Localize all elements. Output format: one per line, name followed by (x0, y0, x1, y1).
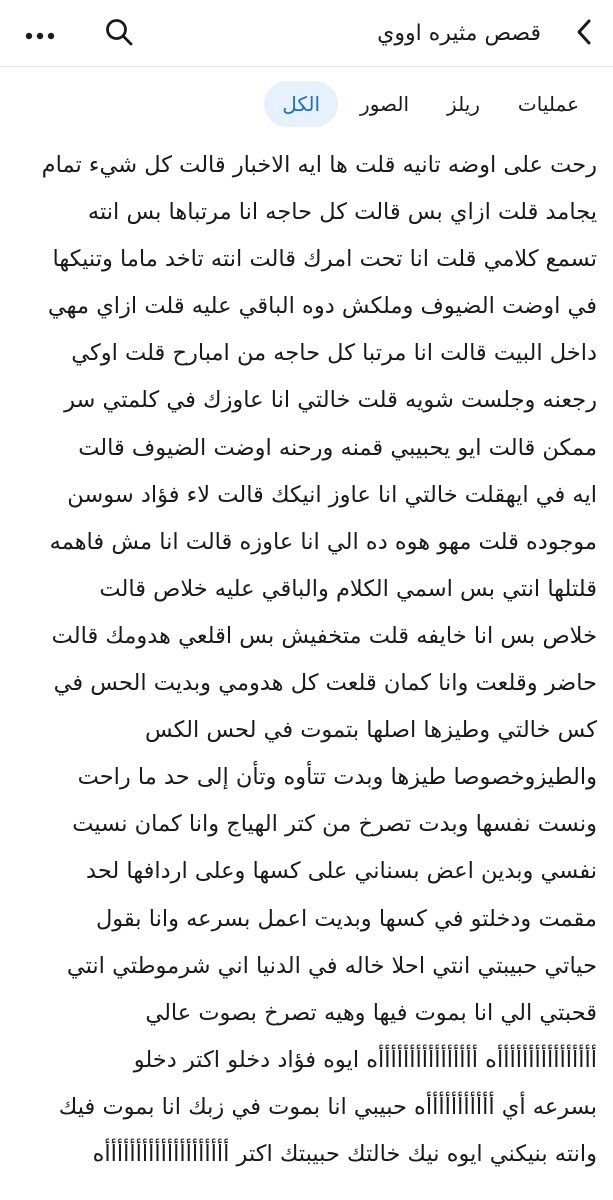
post-text-line: مقمت ودخلتو في كسها وبديت اعمل بسرعه وانا بقول (95, 905, 597, 932)
post-text-line: أأأأأأأأأأأأأأأأه أأأأأأأأأأأأأأأأه ايوه فؤاد دخلو اكتر دخلو (133, 1046, 597, 1073)
post-text-line: داخل البيت قالت انا مرتبا كل حاجه من امبارح قلت اوكي (71, 340, 597, 367)
top-bar (0, 0, 613, 67)
tab-reels[interactable]: ريلز (447, 92, 480, 116)
post-text-line: والطيزوخصوصا طيزها وبدت تتأوه وتأن إلى حد ما راحت (77, 764, 597, 791)
post-text-line: ونست نفسها وبدت تصرخ من كتر الهياج وانا كمان نسيت (72, 811, 597, 838)
post-text-line: وانته بنيكني ايوه نيك خالتك حبيبتك اكتر أأأأأأأأأأأأأأأأأأأأه (92, 1140, 597, 1167)
tab-all[interactable]: الكل (264, 81, 338, 127)
post-text-line: نفسي وبدين اعض بسناني على كسها وعلى اردافها لحد (86, 858, 597, 885)
filter-tabs (264, 78, 595, 130)
tab-photos[interactable]: الصور (360, 92, 410, 116)
more-options-button[interactable] (24, 22, 56, 46)
post-text-line: كس خالتي وطيزها اصلها بتموت في لحس الكس (144, 717, 597, 744)
post-text-line: ايه في ايهقلت خالتي انا عاوز انيكك قالت لاء فؤاد سوسن (67, 481, 597, 508)
tab-transactions[interactable]: عمليات (517, 92, 579, 116)
search-query-title[interactable]: قصص مثيره اووي (377, 21, 541, 46)
chevron-left-icon (576, 18, 592, 50)
post-text-line: رحت على اوضه تانيه قلت ها ايه الاخبار قالت كل شيء تمام (41, 152, 597, 178)
back-button[interactable] (569, 18, 599, 50)
post-text-line: خلاص بس انا خايفه قلت متخفيش بس اقلعي هدومك قالت (51, 622, 597, 649)
post-text-line: يجامد قلت ازاي بس قالت كل حاجه انا مرتباها بس انته (87, 199, 597, 226)
post-text-line: تسمع كلامي قلت انا تحت امرك قالت انته تاخد ماما وتنيكها (52, 246, 597, 273)
post-text-line: بسرعه أي أأأأأأأأأأأه حبيبي انا بموت في زبك انا بموت فيك (58, 1093, 597, 1120)
post-text-line: قحبتي الي انا بموت فيها وهيه تصرخ بصوت عالي (145, 999, 597, 1026)
search-icon (104, 17, 134, 51)
post-text-line: في اوضت الضيوف وملكش دوه الباقي عليه قلت ازاي مهي (47, 293, 597, 320)
post-text-line: موجوده قلت مهو هوه ده الي انا عاوزه قالت انا مش فاهمه (49, 528, 597, 555)
more-horizontal-icon (25, 25, 55, 44)
post-text-line: حياتي حبيبتي انتي احلا خاله في الدنيا اني شرموطتي انتي (66, 952, 597, 979)
post-text (14, 142, 597, 1178)
post-text-line: رجعنه وجلست شويه قلت خالتي انا عاوزك في كلمتي سر (64, 387, 597, 414)
post-text-line: قلتلها انتي بس اسمي الكلام والباقي عليه خلاص قالت (99, 575, 597, 602)
post-text-line: ممكن قالت ايو يحبيبي قمنه ورحنه اوضت الضيوف قالت (78, 434, 597, 461)
post-text-line: حاضر وقلعت وانا كمان قلعت كل هدومي وبديت الحس في (53, 670, 597, 697)
search-button[interactable] (103, 18, 135, 50)
